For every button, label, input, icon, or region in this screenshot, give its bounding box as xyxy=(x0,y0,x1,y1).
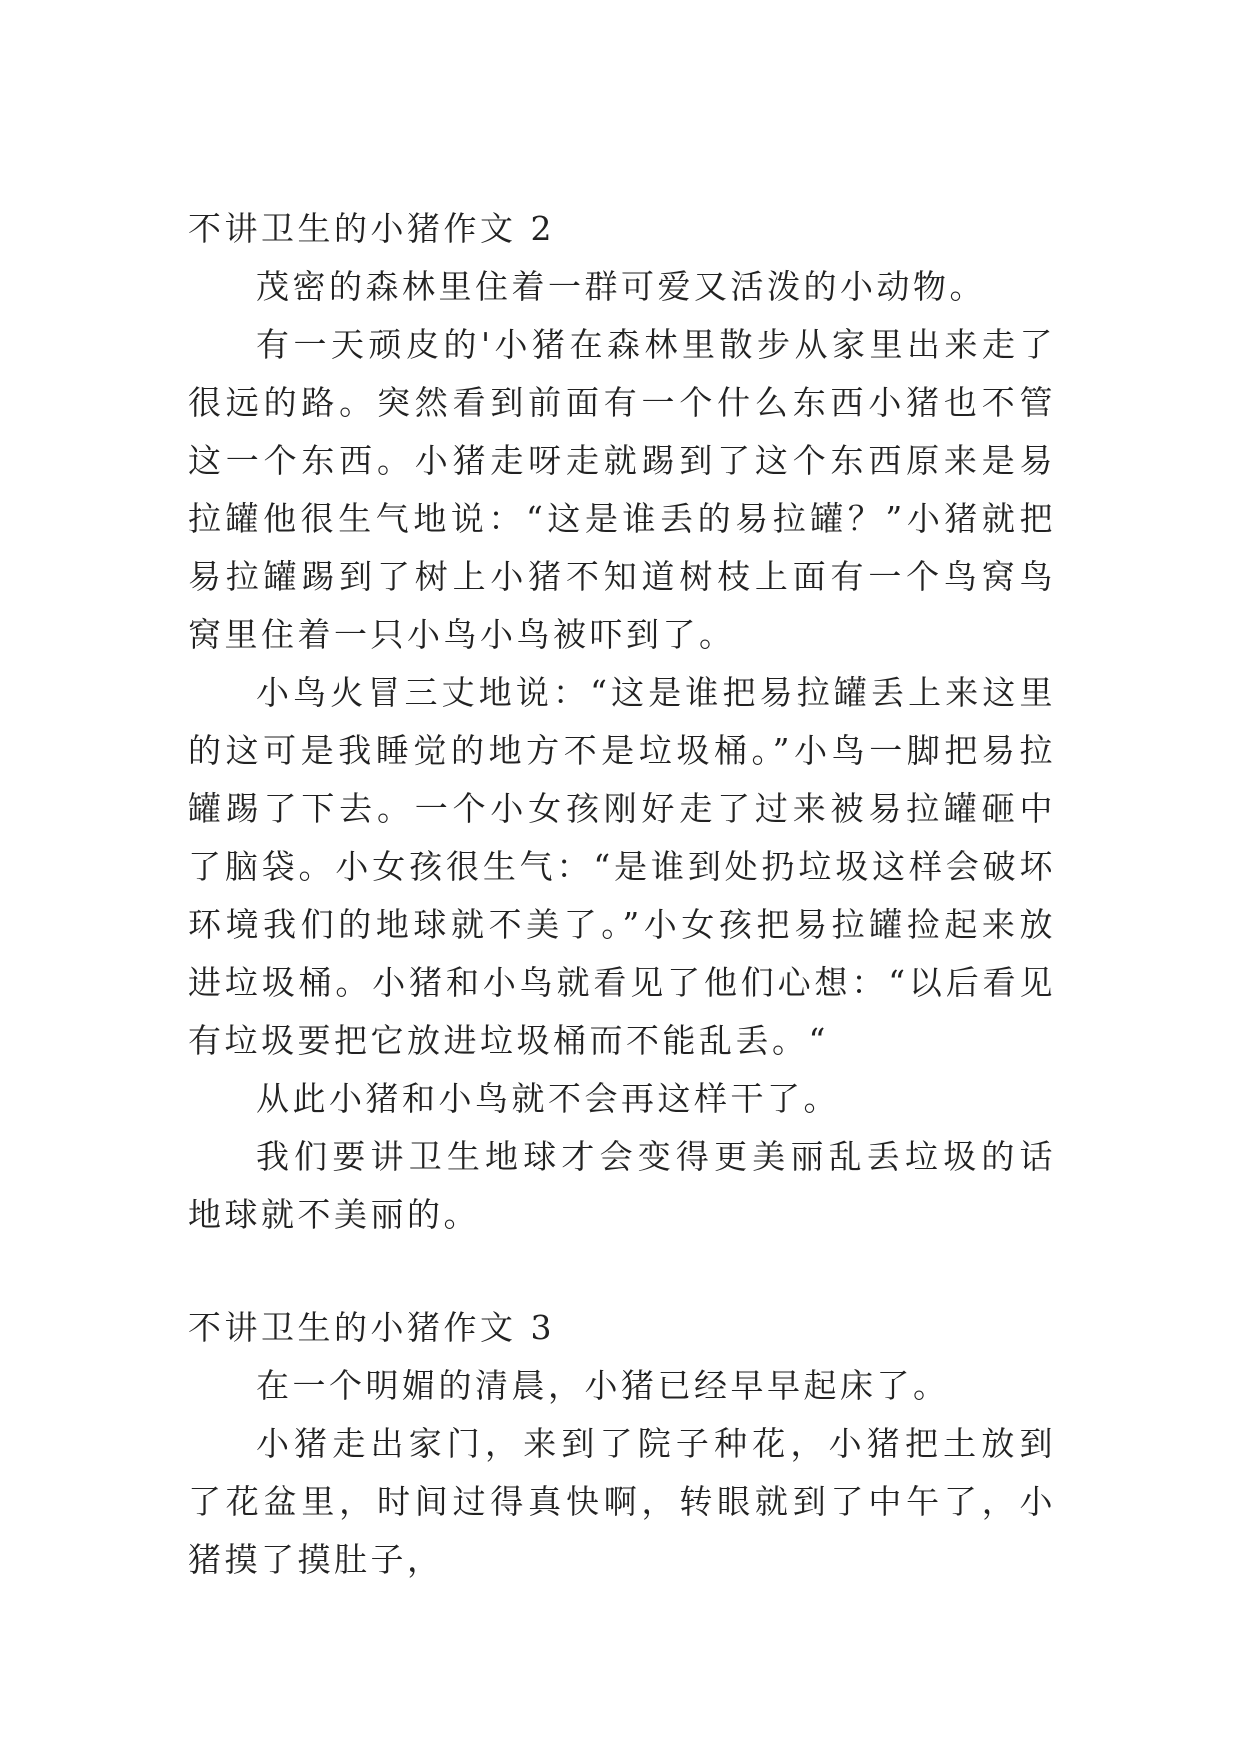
paragraph: 从此小猪和小鸟就不会再这样干了。 xyxy=(256,1079,840,1118)
paragraph: 小猪走出家门，来到了院子种花，小猪把土放到了花盆里，时间过得真快啊，转眼就到了中午了，小猪摸了摸肚子， xyxy=(188,1424,1056,1579)
document-page xyxy=(188,200,1056,1589)
essay-section-3 xyxy=(188,1299,1056,1589)
paragraph: 茂密的森林里住着一群可爱又活泼的小动物。 xyxy=(256,267,986,306)
essay-title: 不讲卫生的小猪作文 2 xyxy=(188,209,555,248)
paragraph: 在一个明媚的清晨，小猪已经早早起床了。 xyxy=(256,1366,950,1405)
essay-section-2 xyxy=(188,200,1056,1244)
essay-title: 不讲卫生的小猪作文 3 xyxy=(188,1308,555,1347)
paragraph: 我们要讲卫生地球才会变得更美丽乱丢垃圾的话地球就不美丽的。 xyxy=(188,1137,1056,1234)
paragraph: 小鸟火冒三丈地说：“这是谁把易拉罐丢上来这里的这可是我睡觉的地方不是垃圾桶。”小鸟一脚把易拉罐踢了下去。一个小女孩刚好走了过来被易拉罐砸中了脑袋。小女孩很生气：“是谁到处扔垃圾这样会破坏环境我们的地球就不美了。”小女孩把易拉罐捡起来放进垃圾桶。小猪和小鸟就看见了他们心想：“以后看见有垃圾要把它放进垃圾桶而不能乱丢。“ xyxy=(188,673,1056,1060)
paragraph: 有一天顽皮的'小猪在森林里散步从家里出来走了很远的路。突然看到前面有一个什么东西小猪也不管这一个东西。小猪走呀走就踢到了这个东西原来是易拉罐他很生气地说：“这是谁丢的易拉罐？”小猪就把易拉罐踢到了树上小猪不知道树枝上面有一个鸟窝鸟窝里住着一只小鸟小鸟被吓到了。 xyxy=(188,325,1056,654)
